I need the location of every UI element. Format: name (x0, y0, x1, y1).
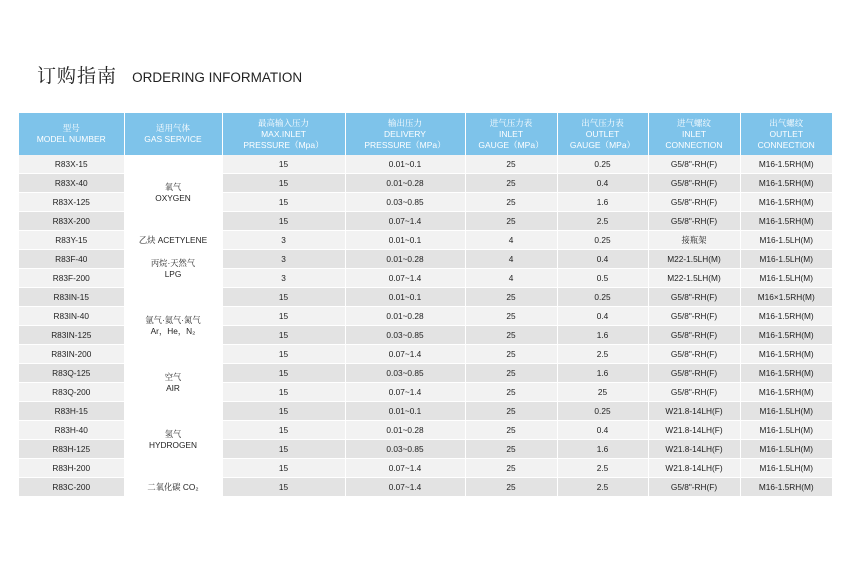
column-header-en: PRESSURE（MPa） (364, 139, 446, 150)
inlet-pressure-cell: 15 (222, 155, 345, 174)
table-row (19, 155, 832, 174)
column-header (557, 113, 648, 155)
table-row (19, 364, 832, 383)
inlet-connection-cell: W21.8-14LH(F) (648, 459, 740, 478)
inlet-pressure-cell: 15 (222, 364, 345, 383)
gas-service-cell (124, 402, 222, 478)
column-header-en: MAX.INLET (261, 128, 306, 139)
delivery-pressure-cell: 0.01~0.28 (345, 421, 465, 440)
table-row (19, 250, 832, 269)
outlet-gauge-cell: 2.5 (557, 212, 648, 231)
delivery-pressure-cell: 0.01~0.1 (345, 402, 465, 421)
table-row (19, 288, 832, 307)
inlet-pressure-cell: 15 (222, 402, 345, 421)
inlet-connection-cell: G5/8"-RH(F) (648, 155, 740, 174)
inlet-pressure-cell: 3 (222, 250, 345, 269)
inlet-gauge-cell: 4 (465, 269, 557, 288)
delivery-pressure-cell: 0.01~0.28 (345, 250, 465, 269)
column-header-en: PRESSURE（Mpa） (243, 139, 324, 150)
gas-service-cell (124, 155, 222, 231)
model-cell: R83C-200 (19, 478, 124, 497)
column-header-cn: 出气螺纹 (769, 117, 804, 128)
inlet-gauge-cell: 25 (465, 459, 557, 478)
delivery-pressure-cell: 0.01~0.1 (345, 231, 465, 250)
delivery-pressure-cell: 0.03~0.85 (345, 326, 465, 345)
outlet-connection-cell: M16-1.5LH(M) (740, 440, 832, 459)
column-header (222, 113, 345, 155)
inlet-pressure-cell: 3 (222, 231, 345, 250)
column-header (648, 113, 740, 155)
delivery-pressure-cell: 0.07~1.4 (345, 212, 465, 231)
outlet-connection-cell: M16-1.5LH(M) (740, 421, 832, 440)
inlet-connection-cell: M22-1.5LH(M) (648, 250, 740, 269)
gas-service-cell (124, 250, 222, 288)
column-header-en: INLET (498, 128, 524, 139)
column-header-en: INLET (681, 128, 707, 139)
column-header-cn: 进气螺纹 (676, 117, 711, 128)
inlet-connection-cell: G5/8"-RH(F) (648, 174, 740, 193)
delivery-pressure-cell: 0.07~1.4 (345, 269, 465, 288)
outlet-gauge-cell: 0.25 (557, 155, 648, 174)
model-cell: R83X-15 (19, 155, 124, 174)
column-header (740, 113, 832, 155)
model-cell: R83X-40 (19, 174, 124, 193)
model-cell: R83H-125 (19, 440, 124, 459)
inlet-pressure-cell: 15 (222, 345, 345, 364)
model-cell: R83H-40 (19, 421, 124, 440)
outlet-gauge-cell: 0.4 (557, 307, 648, 326)
outlet-connection-cell: M16-1.5RH(M) (740, 364, 832, 383)
gas-name-cn: 丙烷·天然气 (150, 257, 196, 268)
column-header-en: CONNECTION (665, 139, 723, 150)
inlet-pressure-cell: 3 (222, 269, 345, 288)
gas-name-cn: 空气 (164, 371, 182, 382)
inlet-gauge-cell: 25 (465, 155, 557, 174)
outlet-connection-cell: M16-1.5LH(M) (740, 231, 832, 250)
inlet-gauge-cell: 25 (465, 421, 557, 440)
column-header-cn: 出气压力表 (581, 117, 624, 128)
inlet-pressure-cell: 15 (222, 307, 345, 326)
inlet-gauge-cell: 25 (465, 440, 557, 459)
gas-service-cell (124, 478, 222, 497)
ordering-table (19, 113, 832, 497)
model-cell: R83X-200 (19, 212, 124, 231)
column-header-cn: 进气压力表 (489, 117, 533, 128)
inlet-gauge-cell: 25 (465, 326, 557, 345)
gas-name-en: HYDROGEN (149, 439, 197, 450)
delivery-pressure-cell: 0.03~0.85 (345, 193, 465, 212)
model-cell: R83IN-125 (19, 326, 124, 345)
inlet-connection-cell: G5/8"-RH(F) (648, 345, 740, 364)
outlet-gauge-cell: 0.25 (557, 288, 648, 307)
inlet-gauge-cell: 25 (465, 212, 557, 231)
outlet-gauge-cell: 1.6 (557, 364, 648, 383)
outlet-gauge-cell: 0.4 (557, 174, 648, 193)
outlet-connection-cell: M16×1.5RH(M) (740, 288, 832, 307)
outlet-connection-cell: M16-1.5RH(M) (740, 212, 832, 231)
outlet-gauge-cell: 25 (557, 383, 648, 402)
outlet-connection-cell: M16-1.5RH(M) (740, 478, 832, 497)
inlet-pressure-cell: 15 (222, 174, 345, 193)
inlet-pressure-cell: 15 (222, 193, 345, 212)
model-cell: R83Y-15 (19, 231, 124, 250)
inlet-pressure-cell: 15 (222, 326, 345, 345)
model-cell: R83IN-40 (19, 307, 124, 326)
outlet-gauge-cell: 1.6 (557, 440, 648, 459)
inlet-connection-cell: G5/8"-RH(F) (648, 193, 740, 212)
delivery-pressure-cell: 0.01~0.28 (345, 307, 465, 326)
outlet-gauge-cell: 0.4 (557, 250, 648, 269)
outlet-connection-cell: M16-1.5RH(M) (740, 155, 832, 174)
gas-service-cell (124, 231, 222, 250)
model-cell: R83H-200 (19, 459, 124, 478)
outlet-connection-cell: M16-1.5RH(M) (740, 193, 832, 212)
inlet-connection-cell: W21.8-14LH(F) (648, 402, 740, 421)
table-body (19, 155, 832, 497)
inlet-pressure-cell: 15 (222, 212, 345, 231)
inlet-gauge-cell: 25 (465, 307, 557, 326)
gas-name-en: Ar，He，N₂ (150, 325, 196, 336)
column-header-cn: 适用气体 (155, 123, 190, 133)
inlet-connection-cell: G5/8"-RH(F) (648, 288, 740, 307)
outlet-connection-cell: M16-1.5RH(M) (740, 174, 832, 193)
inlet-gauge-cell: 4 (465, 250, 557, 269)
table-row (19, 402, 832, 421)
inlet-gauge-cell: 25 (465, 402, 557, 421)
column-header (465, 113, 557, 155)
column-header-en: CONNECTION (757, 139, 815, 150)
column-header-en: GAS SERVICE (144, 134, 202, 144)
inlet-connection-cell: G5/8"-RH(F) (648, 364, 740, 383)
outlet-connection-cell: M16-1.5LH(M) (740, 459, 832, 478)
gas-name-cn: 乙炔 ACETYLENE (138, 234, 208, 245)
inlet-connection-cell: W21.8-14LH(F) (648, 421, 740, 440)
outlet-connection-cell: M16-1.5LH(M) (740, 402, 832, 421)
outlet-connection-cell: M16-1.5RH(M) (740, 326, 832, 345)
delivery-pressure-cell: 0.07~1.4 (345, 459, 465, 478)
inlet-gauge-cell: 25 (465, 174, 557, 193)
inlet-connection-cell: G5/8"-RH(F) (648, 383, 740, 402)
table-row (19, 231, 832, 250)
model-cell: R83Q-125 (19, 364, 124, 383)
model-cell: R83F-40 (19, 250, 124, 269)
inlet-pressure-cell: 15 (222, 421, 345, 440)
outlet-gauge-cell: 0.25 (557, 402, 648, 421)
page-title (37, 61, 302, 88)
delivery-pressure-cell: 0.01~0.28 (345, 174, 465, 193)
model-cell: R83H-15 (19, 402, 124, 421)
inlet-gauge-cell: 4 (465, 231, 557, 250)
outlet-connection-cell: M16-1.5LH(M) (740, 269, 832, 288)
inlet-connection-cell: 接瓶架 (648, 231, 740, 250)
title-cn: 订购指南 (37, 65, 118, 87)
model-cell: R83X-125 (19, 193, 124, 212)
column-header-cn: 输出压力 (387, 117, 422, 128)
delivery-pressure-cell: 0.07~1.4 (345, 478, 465, 497)
inlet-connection-cell: G5/8"-RH(F) (648, 307, 740, 326)
gas-name-cn: 氩气·氦气·氮气 (145, 314, 201, 325)
inlet-connection-cell: G5/8"-RH(F) (648, 478, 740, 497)
inlet-connection-cell: G5/8"-RH(F) (648, 326, 740, 345)
inlet-pressure-cell: 15 (222, 459, 345, 478)
gas-name-cn: 氧气 (164, 181, 182, 192)
outlet-gauge-cell: 1.6 (557, 193, 648, 212)
column-header (124, 113, 222, 155)
gas-name-en: AIR (166, 382, 180, 393)
column-header-en: OUTLET (585, 128, 620, 139)
delivery-pressure-cell: 0.03~0.85 (345, 364, 465, 383)
inlet-gauge-cell: 25 (465, 288, 557, 307)
column-header (19, 113, 124, 155)
inlet-connection-cell: G5/8"-RH(F) (648, 212, 740, 231)
delivery-pressure-cell: 0.03~0.85 (345, 440, 465, 459)
column-header-en: GAUGE（MPa） (569, 139, 636, 150)
outlet-connection-cell: M16-1.5RH(M) (740, 383, 832, 402)
model-cell: R83IN-15 (19, 288, 124, 307)
column-header-cn: 型号 (62, 123, 80, 133)
outlet-gauge-cell: 0.5 (557, 269, 648, 288)
inlet-pressure-cell: 15 (222, 478, 345, 497)
inlet-gauge-cell: 25 (465, 193, 557, 212)
gas-name-en: OXYGEN (155, 192, 191, 203)
inlet-gauge-cell: 25 (465, 364, 557, 383)
inlet-gauge-cell: 25 (465, 478, 557, 497)
outlet-gauge-cell: 2.5 (557, 478, 648, 497)
table-header-row (19, 113, 832, 155)
model-cell: R83F-200 (19, 269, 124, 288)
delivery-pressure-cell: 0.07~1.4 (345, 383, 465, 402)
outlet-gauge-cell: 0.4 (557, 421, 648, 440)
gas-name-cn: 二氧化碳 CO₂ (147, 481, 199, 492)
model-cell: R83Q-200 (19, 383, 124, 402)
inlet-gauge-cell: 25 (465, 383, 557, 402)
delivery-pressure-cell: 0.01~0.1 (345, 155, 465, 174)
outlet-gauge-cell: 1.6 (557, 326, 648, 345)
column-header-en: GAUGE（MPa） (478, 139, 544, 150)
gas-service-cell (124, 288, 222, 364)
inlet-connection-cell: W21.8-14LH(F) (648, 440, 740, 459)
gas-name-en: LPG (164, 268, 182, 279)
inlet-pressure-cell: 15 (222, 440, 345, 459)
outlet-gauge-cell: 2.5 (557, 345, 648, 364)
inlet-gauge-cell: 25 (465, 345, 557, 364)
column-header-cn: 最高输入压力 (257, 117, 309, 128)
outlet-gauge-cell: 0.25 (557, 231, 648, 250)
inlet-pressure-cell: 15 (222, 383, 345, 402)
outlet-gauge-cell: 2.5 (557, 459, 648, 478)
column-header-en: DELIVERY (384, 128, 426, 139)
delivery-pressure-cell: 0.07~1.4 (345, 345, 465, 364)
column-header-en: MODEL NUMBER (36, 134, 106, 144)
column-header (345, 113, 465, 155)
column-header-en: OUTLET (769, 128, 804, 139)
model-cell: R83IN-200 (19, 345, 124, 364)
outlet-connection-cell: M16-1.5RH(M) (740, 307, 832, 326)
gas-name-cn: 氢气 (164, 428, 182, 439)
outlet-connection-cell: M16-1.5RH(M) (740, 345, 832, 364)
inlet-pressure-cell: 15 (222, 288, 345, 307)
gas-service-cell (124, 364, 222, 402)
delivery-pressure-cell: 0.01~0.1 (345, 288, 465, 307)
inlet-connection-cell: M22-1.5LH(M) (648, 269, 740, 288)
outlet-connection-cell: M16-1.5LH(M) (740, 250, 832, 269)
table-row (19, 478, 832, 497)
title-en: ORDERING INFORMATION (132, 70, 303, 85)
